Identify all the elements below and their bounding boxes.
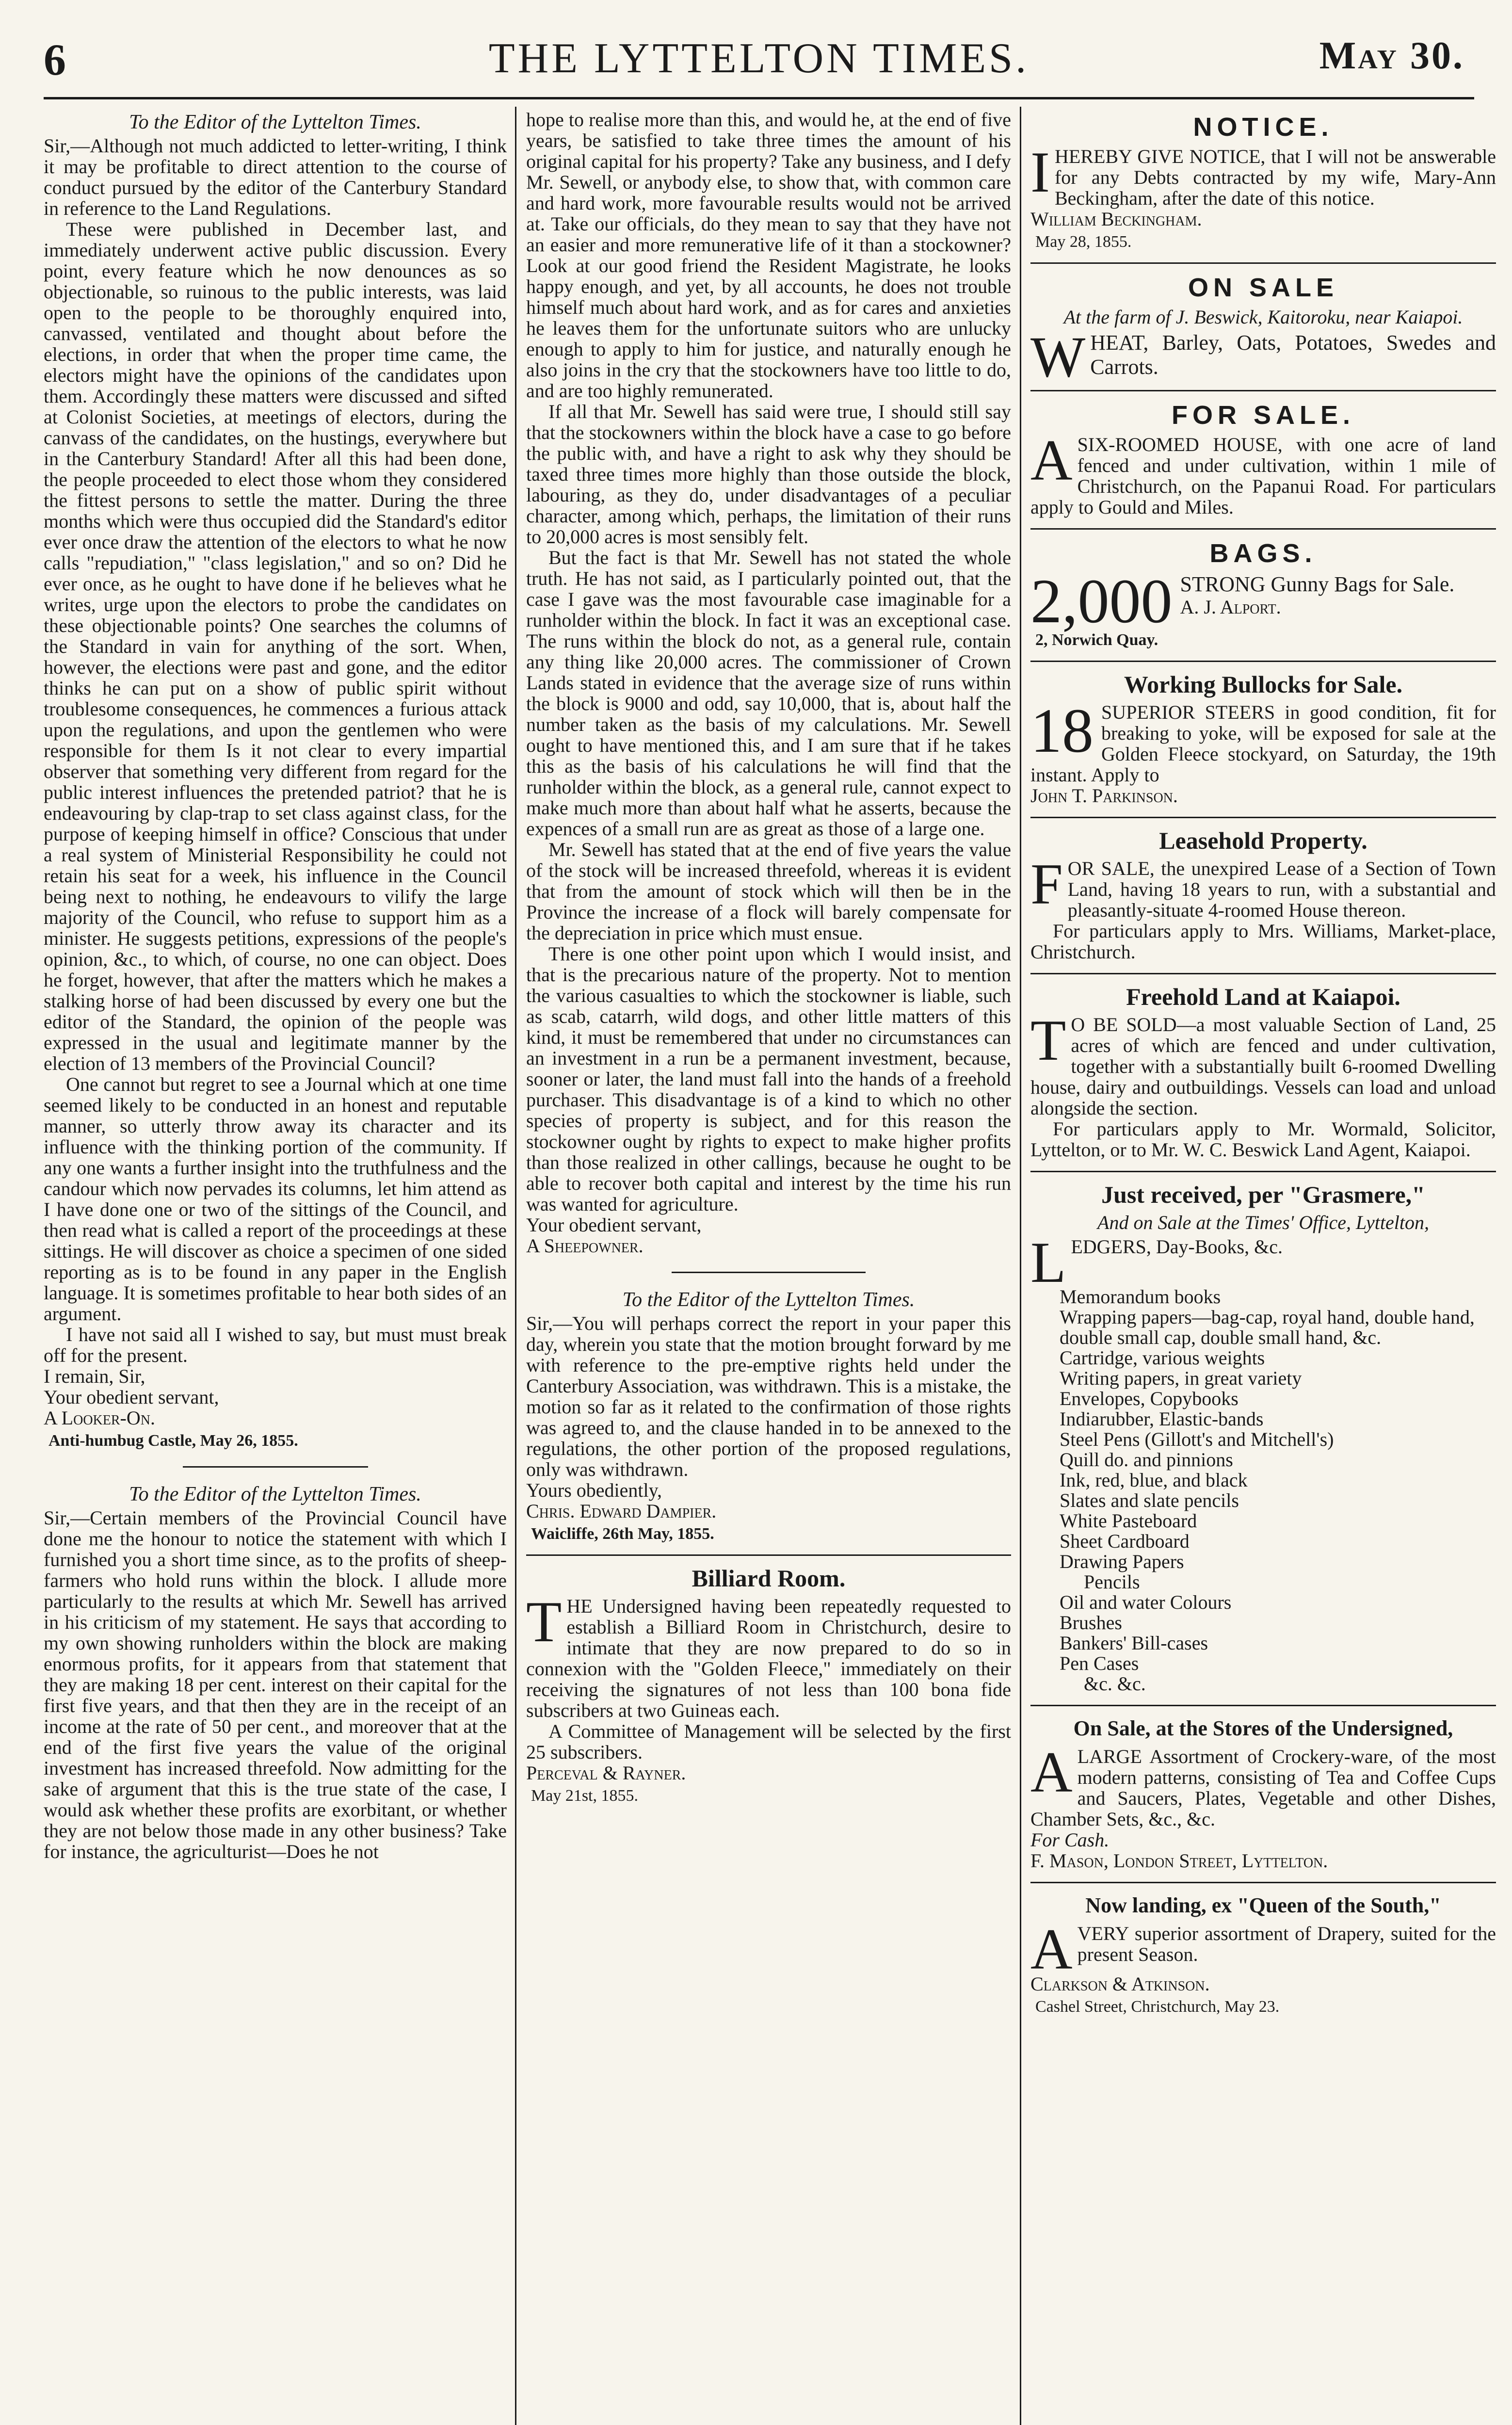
list-item: Brushes [1060, 1612, 1122, 1633]
letter-paragraph: I have not said all I wished to say, but must must break off for the present. [44, 1324, 507, 1366]
letter-signature: A Sheepowner. [526, 1235, 643, 1257]
letter-heading: To the Editor of the Lyttelton Times. [129, 111, 421, 133]
ad-address: 2, Norwich Quay. [1035, 631, 1158, 649]
separator [1030, 262, 1496, 264]
list-item: Envelopes, Copybooks [1060, 1388, 1239, 1409]
letter-paragraph: hope to realise more than this, and would he, at the end of five years, be satisfied to take three times the amount of his original capital for his property? Take any business, and I defy Mr. Sewell, or anybody else, to show that, with common care and hard work, more favourable results would not be arrived at. Take our officials, do they mean to say that they have not an easier and more remunerative life of it than a stockowner? Look at our good friend the Resident Magistrate, he looks happy enough, and yet, by all accounts, he does not trouble himself much about hard work, and as for cares and anxieties he leaves them for the unfortunate suitors who are unlucky enough to apply to him for justice, and naturally enough he also joins in the cry that the stockowners have too little to do, and are too highly remunerated. [526, 109, 1011, 402]
ad-heading: Billiard Room. [692, 1565, 846, 1592]
ad-heading-for-sale: FOR SALE. [1171, 401, 1355, 430]
ad-text: A Committee of Management will be selected by the first 25 subscribers. [526, 1720, 1011, 1763]
separator [1030, 1171, 1496, 1172]
drop-cap: F [1030, 852, 1063, 916]
ad-text: OR SALE, the unexpired Lease of a Section of Town Land, having 18 years to run, with a substantial and pleasantly-situate 4-roomed House thereon. [1067, 857, 1496, 921]
ad-signature: F. Mason, London Street, Lyttelton. [1030, 1850, 1328, 1872]
list-item: Drawing Papers [1060, 1551, 1184, 1572]
ad-signature: Clarkson & Atkinson. [1030, 1973, 1210, 1995]
separator [1030, 1705, 1496, 1706]
list-item: &c. &c. [1084, 1673, 1146, 1695]
newspaper-title: THE LYTTELTON TIMES. [488, 35, 1029, 82]
letter-heading: To the Editor of the Lyttelton Times. [129, 1483, 421, 1505]
column-rule [515, 107, 516, 2425]
ad-text: HEAT, Barley, Oats, Potatoes, Swedes and Carrots. [1090, 331, 1496, 379]
list-item: Steel Pens (Gillott's and Mitchell's) [1060, 1428, 1334, 1450]
letter-paragraph: Sir,—You will perhaps correct the report in your paper this day, wherein you state that the motion brought forward by me with reference to the pre-emptive rights held under the Canterbury Association, was withdrawn. This is a mistake, the motion so far as it related to the confirmation of those rights was agreed to, and the clause handed in to be annexed to the regulations, the other portion of the proposed regulations, only was withdrawn. [526, 1312, 1011, 1480]
page-number: 6 [44, 35, 66, 84]
letter-heading: To the Editor of the Lyttelton Times. [622, 1289, 915, 1311]
ad-text: VERY superior assortment of Drapery, suited for the present Season. [1077, 1923, 1496, 1965]
ad-heading-stores: On Sale, at the Stores of the Undersigned, [1073, 1716, 1453, 1740]
ad-signature: Perceval & Rayner. [526, 1762, 686, 1784]
ad-address: Cashel Street, Christchurch, May 23. [1035, 1998, 1280, 2016]
ad-heading-grasmere: Just received, per "Grasmere," [1101, 1181, 1425, 1208]
letter-closing: Your obedient servant, [44, 1386, 219, 1408]
list-item: Pencils [1084, 1571, 1140, 1593]
separator [1030, 1882, 1496, 1883]
ad-text: For particulars apply to Mr. Wormald, Solicitor, Lyttelton, or to Mr. W. C. Beswick Land Agent, Kaiapoi. [1030, 1118, 1496, 1161]
letter-paragraph: If all that Mr. Sewell has said were true, I should still say that the stockowners within the block have a case to go before the public with, and have a right to ask why they should be taxed three times more highly than those outside the block, labouring, as they do, under disadvantages of a peculiar character, among which, perhaps, the limitation of their runs to 20,000 acres is most sensibly felt. [526, 401, 1011, 548]
ad-subheading: At the farm of J. Beswick, Kaitoroku, near Kaiapoi. [1063, 306, 1463, 328]
list-item: Wrapping papers—bag-cap, royal hand, double hand, double small cap, double small hand, &c. [1060, 1306, 1475, 1348]
ad-subheading: And on Sale at the Times' Office, Lyttelton, [1097, 1212, 1429, 1233]
letter-paragraph: These were published in December last, and immediately underwent active public discussion. Every point, every feature which he now denounces as so objectionable, so ruinous to the public interests, was laid open to the people to be thoroughly enquired into, canvassed, ventilated and thought about before the elections, in order that when the proper time came, the electors might have the opinions of the candidates upon them. Accordingly these matters were discussed and sifted at Colonist Societies, at meetings of electors, during the canvass of the candidates, on the hustings, everywhere but in the Canterbury Standard! After all this had been done, the people proceeded to elect those whom they considered the fittest persons to settle the matter. During the three months which were thus occupied did the Standard's editor ever once draw the attention of the electors to what he now calls "repudiation," "class legislation," and so on? Did he ever once, as he ought to have done if he believes what he writes, urge upon the electors to probe the candidates on these objectionable points? One searches the columns of the Standard in vain for anything of the sort. When, however, the elections were past and gone, and the editor thinks he can put on a show of public spirit without troublesome consequences, he commences a furious attack upon the regulations, and upon the gentlemen who were responsible for them Is it not clear to every impartial observer that something very different from regard for the public interest influences the pretended patriot? that he is endeavouring by clap-trap to set class against class, for the purpose of keeping himself in office? Conscious that under a real system of Ministerial Responsibility he could not retain his seat for a week, his influence in the Council being next to nothing, he endeavours to vilify the large majority of the Council, who refuse to support him as a minister. He suggests petitions, expressions of the people's opinion, &c., to which, of course, no one can object. Does he forget, however, that after the matters which he makes a stalking horse of had been discussed by every one but the editor of the Standard, the opinion of the people was expressed in the usual and legitimate manner by the election of 13 members of the Provincial Council? [44, 218, 507, 1074]
letter-dateline: Waicliffe, 26th May, 1855. [531, 1525, 714, 1543]
big-number: 18 [1030, 696, 1094, 766]
list-item: Cartridge, various weights [1060, 1347, 1265, 1369]
ad-signature: A. J. Alport. [1180, 596, 1281, 618]
column-2 [526, 109, 1011, 2425]
ad-text: HEREBY GIVE NOTICE, that I will not be answerable for any Debts contracted by my wife, Mary-Ann Beckingham, after the date of this notice. [1054, 146, 1496, 209]
ad-heading-queen: Now landing, ex "Queen of the South," [1085, 1893, 1441, 1917]
drop-cap: A [1030, 1740, 1073, 1804]
ad-heading-leasehold: Leasehold Property. [1159, 827, 1367, 854]
list-item: Oil and water Colours [1060, 1591, 1232, 1613]
separator [1030, 817, 1496, 818]
letter-dateline: Anti-humbug Castle, May 26, 1855. [48, 1432, 298, 1450]
list-item: Ink, red, blue, and black [1060, 1469, 1248, 1491]
list-item: Slates and slate pencils [1060, 1489, 1239, 1511]
list-item: Quill do. and pinnions [1060, 1449, 1233, 1471]
column-3 [1030, 109, 1496, 2425]
separator [1030, 390, 1496, 391]
list-item: Sheet Cardboard [1060, 1530, 1190, 1552]
page-header [44, 29, 1474, 99]
ad-heading-bags: BAGS. [1209, 539, 1317, 568]
letter-closing: Your obedient servant, [526, 1214, 702, 1236]
ad-dateline: May 21st, 1855. [531, 1787, 638, 1805]
ad-text: HE Undersigned having been repeatedly requested to establish a Billiard Room in Christchurch, desire to intimate that they are now prepared to do so in connexion with the "Golden Fleece," immediately on their receiving the signatures of not less than 100 bona fide subscribers at two Guineas each. [526, 1595, 1011, 1721]
drop-cap: W [1030, 324, 1086, 389]
list-item: White Pasteboard [1060, 1510, 1197, 1532]
letter-paragraph: Sir,—Although not much addicted to letter-writing, I think it may be profitable to direct attention to the course of conduct pursued by the editor of the Canterbury Standard in reference to the Land Regulations. [44, 135, 507, 219]
ad-text: For particulars apply to Mrs. Williams, Market-place, Christchurch. [1030, 920, 1496, 963]
drop-cap: L [1030, 1230, 1066, 1294]
big-number: 2,000 [1030, 566, 1173, 636]
ad-signature: John T. Parkinson. [1030, 785, 1178, 807]
separator [672, 1272, 866, 1273]
separator [1030, 973, 1496, 974]
list-item: Indiarubber, Elastic-bands [1060, 1408, 1264, 1430]
separator [183, 1466, 368, 1468]
letter-closing: Yours obediently, [526, 1479, 662, 1501]
ad-text: SUPERIOR STEERS in good condition, fit for breaking to yoke, will be exposed for sale at the Golden Fleece stockyard, on Saturday, the 19th instant. Apply to [1030, 701, 1496, 786]
letter-paragraph: One cannot but regret to see a Journal which at one time seemed likely to be conducted in an honest and reputable manner, so utterly throw away its character and its influence with the thinking portion of the community. If any one wants a further insight into the truthfulness and the candour which now pervades its columns, let him attend as I have done one or two of the sittings of the Council, and then read what is called a report of the proceedings at these sittings. He will discover as choice a specimen of one sided reporting as is to be found in any paper in the English language. It is sometimes profitable to hear both sides of an argument. [44, 1073, 507, 1325]
list-item: Memorandum books [1060, 1286, 1221, 1308]
ad-text: LARGE Assortment of Crockery-ware, of the most modern patterns, consisting of Tea and Coffee Cups and Saucers, Plates, Vegetable and other Dishes, Chamber Sets, &c., &c. [1030, 1746, 1496, 1830]
ad-text: SIX-ROOMED HOUSE, with one acre of land fenced and under cultivation, within 1 mile of Christchurch, on the Papanui Road. For particulars apply to Gould and Miles. [1030, 434, 1496, 518]
ad-heading-bullocks: Working Bullocks for Sale. [1124, 671, 1403, 698]
ad-text: EDGERS, Day-Books, &c. [1071, 1236, 1283, 1258]
ad-heading-notice: NOTICE. [1193, 113, 1334, 142]
ad-dateline: May 28, 1855. [1035, 233, 1132, 251]
column-rule [1020, 107, 1021, 2425]
ad-signature: William Beckingham. [1030, 208, 1202, 230]
letter-closing: I remain, Sir, [44, 1365, 145, 1387]
list-item: Pen Cases [1060, 1652, 1139, 1674]
drop-cap: T [1030, 1008, 1066, 1072]
drop-cap: I [1030, 140, 1050, 204]
separator [526, 1554, 1011, 1556]
ad-heading-freehold: Freehold Land at Kaiapoi. [1126, 983, 1400, 1010]
separator [1030, 661, 1496, 662]
letter-paragraph: Sir,—Certain members of the Provincial Council have done me the honour to notice the statement with which I furnished you a short time since, as to the profits of sheep-farmers who hold runs within the block. I allude more particularly to the results at which Mr. Sewell has arrived in his criticism of my statement. He says that according to my own showing runholders within the block are making enormous profits, for it appears from that statement that they are making 18 per cent. interest on their capital for the first five years, and that then they are in the receipt of an income at the rate of 50 per cent., and moreover that at the end of the first five years the value of the original investment has increased threefold. Now admitting for the sake of argument that this is the true state of the case, I would ask whether these profits are exorbitant, or whether they are not below those made in any other business? Take for instance, the agriculturist—Does he not [44, 1507, 507, 1862]
ad-text: STRONG Gunny Bags for Sale. [1180, 572, 1455, 596]
drop-cap: A [1030, 428, 1073, 492]
issue-date: May 30. [1319, 34, 1464, 77]
letter-signature: Chris. Edward Dampier. [526, 1500, 717, 1522]
letter-signature: A Looker-On. [44, 1407, 155, 1429]
list-item: Bankers' Bill-cases [1060, 1632, 1208, 1654]
separator [1030, 528, 1496, 530]
ad-cash: For Cash. [1030, 1829, 1110, 1851]
letter-paragraph: Mr. Sewell has stated that at the end of five years the value of the stock will be increased threefold, whereas it is evident that from the amount of stock which will then be in the Province the increase of a flock will barely compensate for the depreciation in price which must ensue. [526, 839, 1011, 944]
column-1 [44, 109, 507, 2425]
letter-paragraph: There is one other point upon which I would insist, and that is the precarious nature of the property. Not to mention the various casualties to which the stockowner is liable, such as scab, catarrh, wild dogs, and other little matters of this kind, it must be remembered that under no circumstances can an investment in a run be a permanent investment, because, sooner or later, the land must fall into the hands of a freehold purchaser. This disadvantage is of a kind to which no other species of property is subject, and for this reason the stockowner ought by rights to expect to make higher profits than those realized in other callings, because he ought to be able to recover both capital and interest by the time his run was wanted for agriculture. [526, 943, 1011, 1215]
drop-cap: A [1030, 1917, 1073, 1981]
letter-paragraph: But the fact is that Mr. Sewell has not stated the whole truth. He has not said, as I particularly pointed out, that the case I gave was the most favourable case imaginable for a runholder within the block. In fact it was an exceptional case. The runs within the block do not, as a general rule, contain any thing like 20,000 acres. The commissioner of Crown Lands stated in evidence that the average size of runs within the block is 9000 and odd, say 10,000, that is, about half the number taken as the basis of my calculations. Mr. Sewell ought to have mentioned this, and I am sure that if he takes this as the basis of his calculations he will find that the runholder within the block, as a general rule, cannot expect to make much more than about half what he asserts, because the expences of a small run are as great as those of a large one. [526, 547, 1011, 840]
list-item: Writing papers, in great variety [1060, 1367, 1302, 1389]
ad-text: O BE SOLD—a most valuable Section of Land, 25 acres of which are fenced and under cultivation, together with a substantially built 6-roomed Dwelling house, dairy and outbuildings. Vessels can load and unload alongside the section. [1030, 1014, 1496, 1119]
drop-cap: T [526, 1589, 562, 1654]
ad-heading-on-sale: ON SALE [1188, 273, 1339, 302]
